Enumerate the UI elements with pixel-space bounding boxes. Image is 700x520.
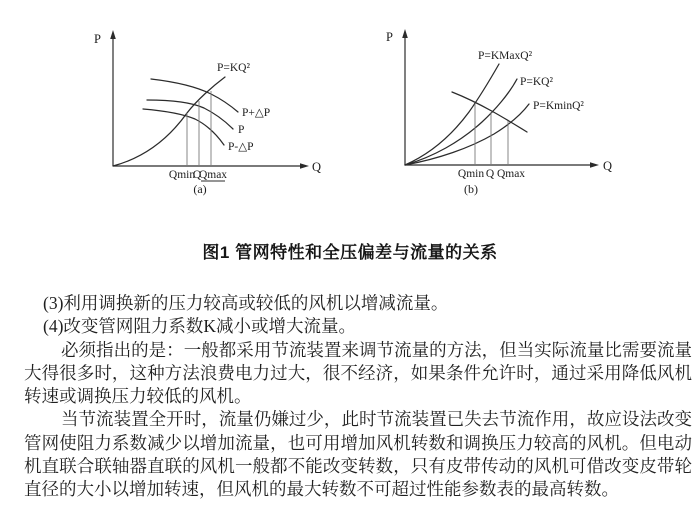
fan-curve-mid — [147, 100, 233, 129]
network-curve-kmax-label: P=KMaxQ² — [478, 50, 533, 62]
y-axis-arrow-icon — [110, 30, 116, 39]
paragraph-item-4: (4)改变管网阻力系数K减小或增大流量。 — [43, 316, 357, 337]
fan-curve-minus — [143, 109, 224, 145]
x-axis-arrow-icon — [590, 162, 599, 168]
fan-curve-mid-label: P — [238, 124, 245, 136]
tick-q: Q — [192, 169, 202, 181]
chart-a-canvas — [85, 15, 330, 215]
fan-curve-plus-label: P+△P — [242, 107, 271, 119]
paragraph-item-3: (3)利用调换新的压力较高或较低的风机以增减流量。 — [43, 293, 449, 313]
x-axis-arrow-icon — [300, 163, 309, 169]
panel-a-tag: (a) — [193, 182, 207, 196]
y-axis-label: P — [94, 32, 101, 46]
chart-b-canvas — [378, 15, 618, 215]
figure-panel-b — [378, 15, 618, 215]
x-axis-label: Q — [603, 159, 613, 173]
network-curve-k-label: P=KQ² — [520, 76, 553, 88]
paragraph-note: 必须指出的是：一般都采用节流装置来调节流量的方法，但当实际流量比需要流量大得很多时，这种方法浪费电力过大，很不经济，如果条件允许时，通过采用降低风机转速或调换压力较低的风机。 — [24, 339, 692, 407]
tick-qmax: Qmax — [496, 168, 526, 180]
tick-q: Q — [485, 168, 495, 180]
tick-qmax: Qmax — [198, 169, 228, 181]
y-axis-label: P — [386, 30, 393, 44]
network-curve-kmax — [405, 64, 499, 165]
fan-curve — [452, 92, 527, 132]
panel-b-tag: (b) — [464, 182, 478, 196]
tick-qmin: Qmin — [457, 168, 485, 180]
figure-caption: 图1 管网特性和全压偏差与流量的关系 — [202, 243, 498, 262]
fan-curve-plus — [151, 79, 238, 112]
tick-qmin: Qmin — [168, 169, 196, 181]
figure-panel-a — [85, 15, 330, 215]
network-curve-label: P=KQ² — [217, 62, 250, 74]
y-axis-arrow-icon — [402, 29, 408, 38]
body-text — [24, 292, 692, 502]
fan-curve-minus-label: P-△P — [228, 141, 254, 153]
x-axis-label: Q — [312, 160, 322, 174]
network-curve — [113, 77, 225, 166]
paragraph-throttle: 当节流装置全开时，流量仍嫌过少，此时节流装置已失去节流作用，故应设法改变管网使阻力系数减少以增加流量，也可用增加风机转数和调换压力较高的风机。但电动机直联合联轴器直联的风机一般都不能改变转数，只有皮带传动的风机可借改变皮带轮直径的大小以增加转速，但风机的最大转数不可超过性能参数表的最高转数。 — [24, 409, 692, 500]
network-curve-kmin-label: P=KminQ² — [533, 100, 584, 112]
